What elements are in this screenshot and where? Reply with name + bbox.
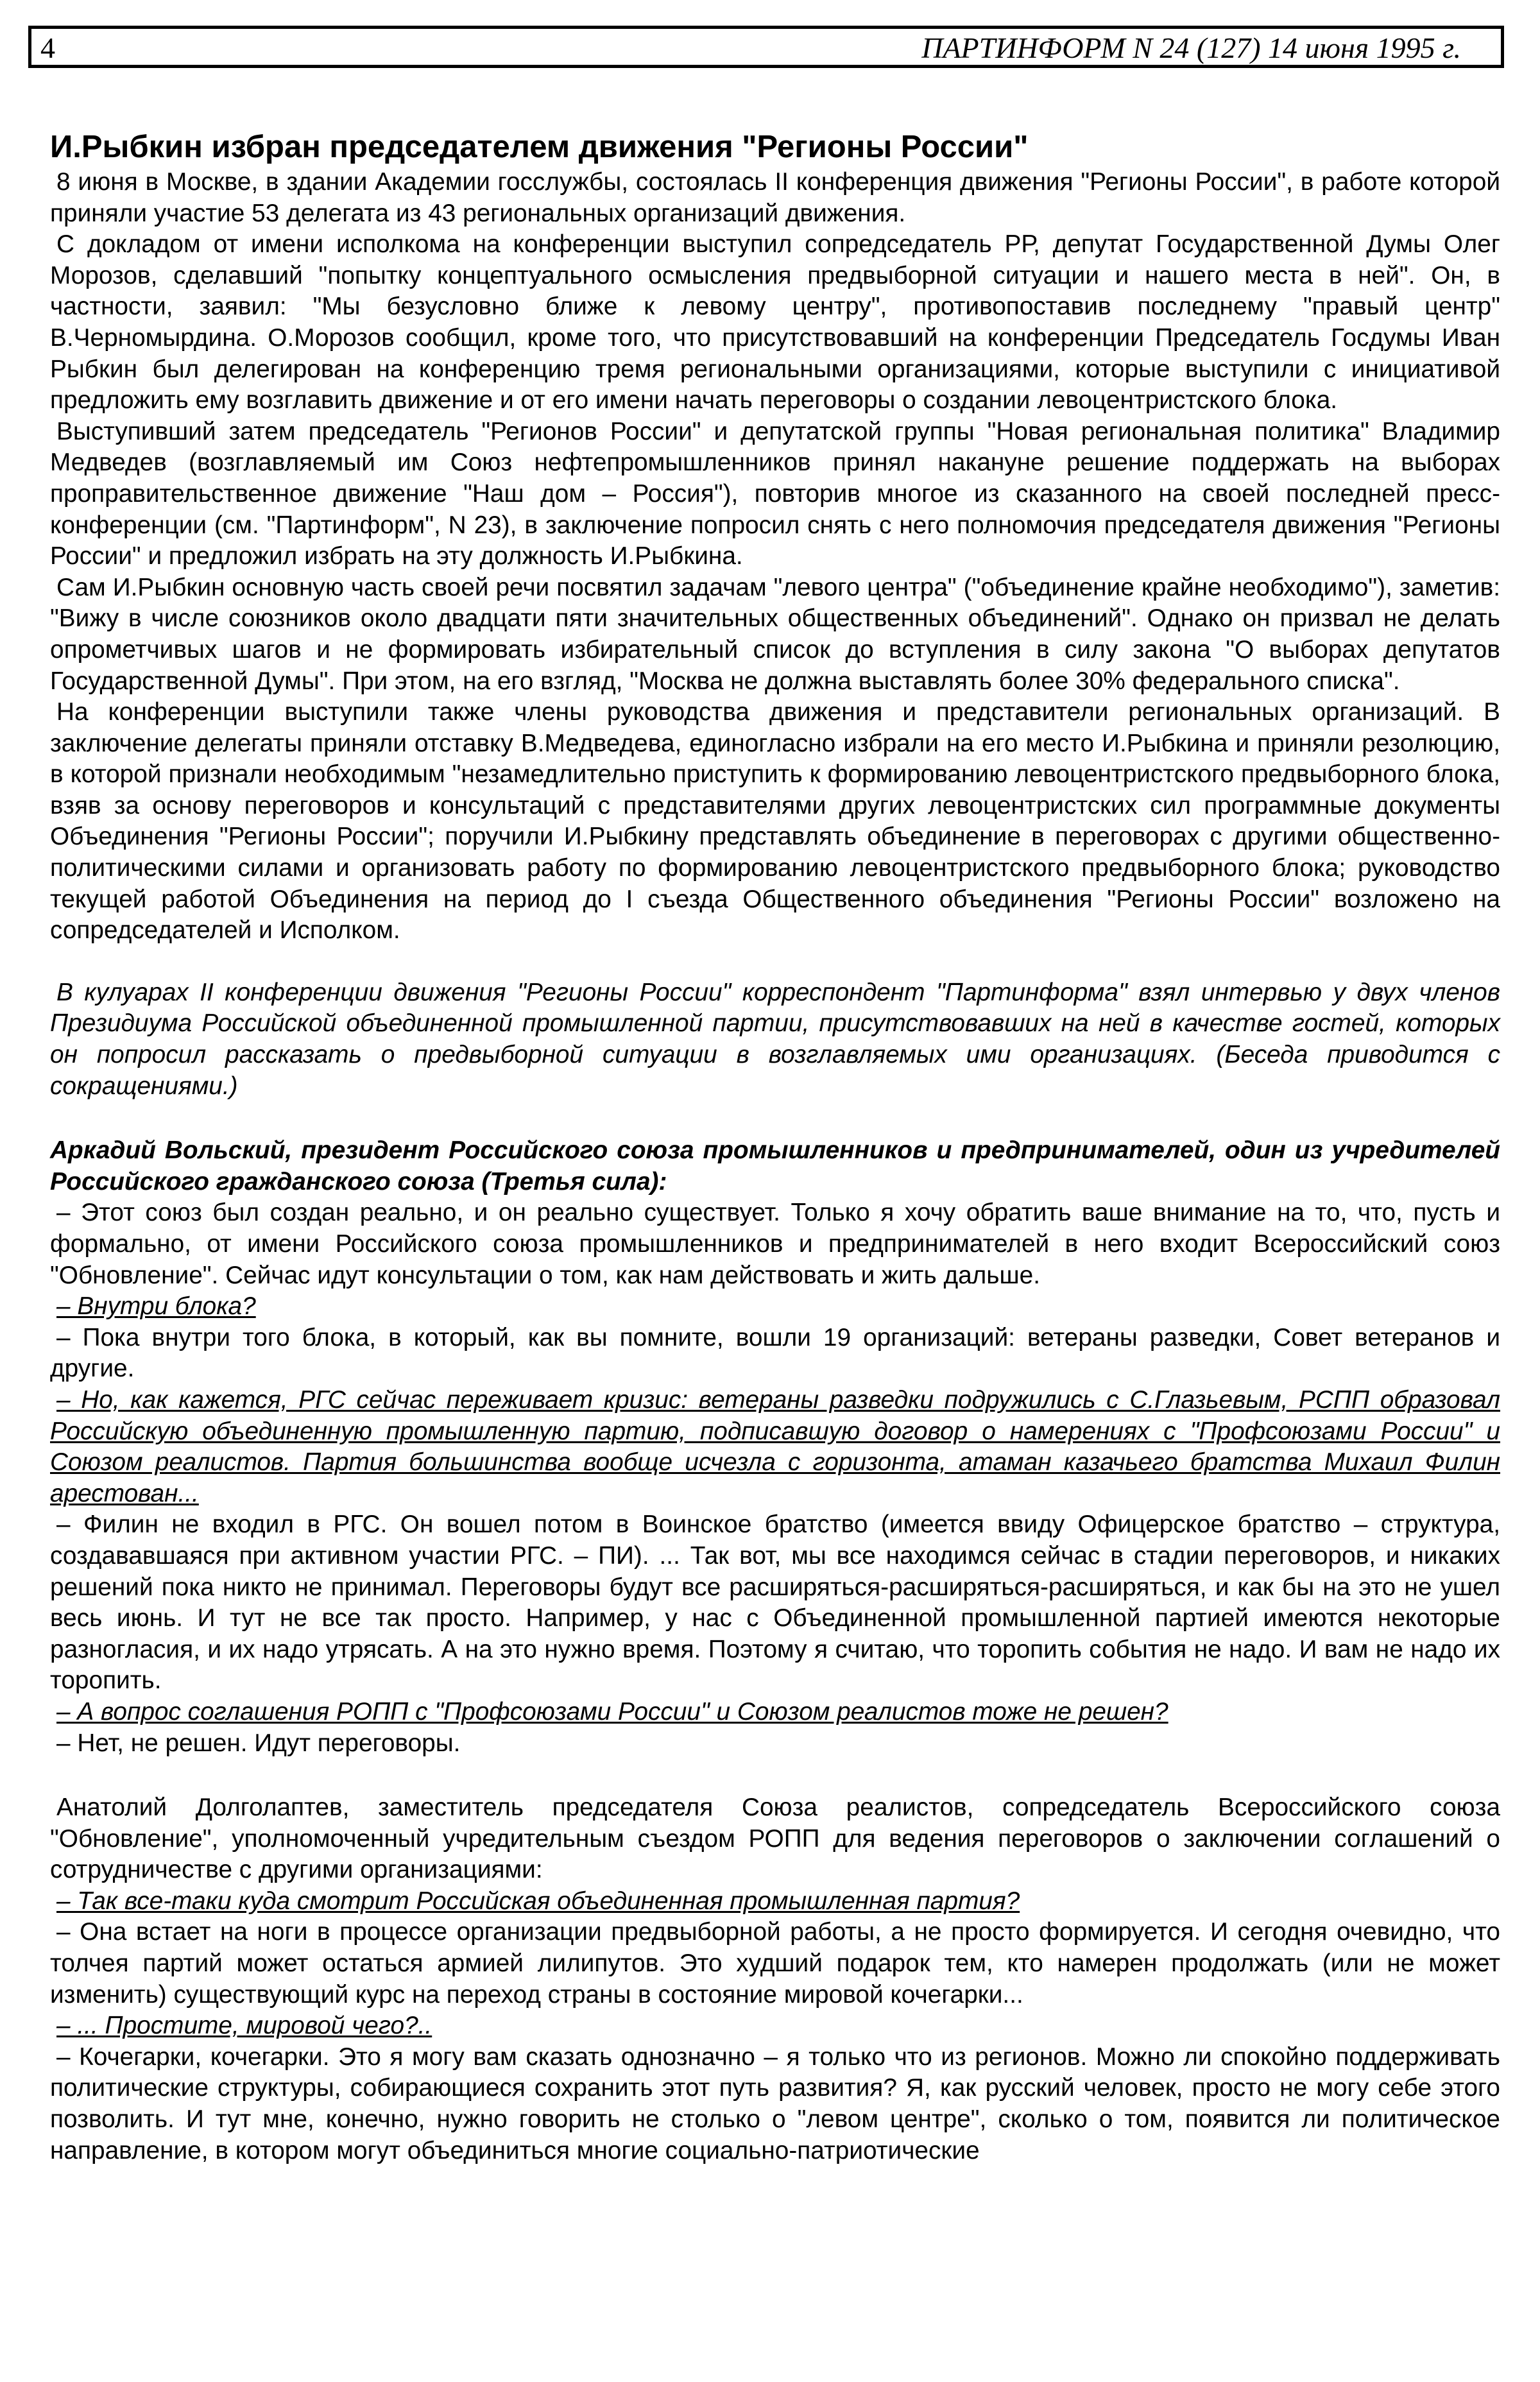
- question-text: – А вопрос соглашения РОПП с "Профсоюзами России" и Союзом реалистов тоже не решен?: [56, 1697, 1168, 1726]
- interview-dolgolaptev: [50, 1792, 1500, 2166]
- article-paragraph: Сам И.Рыбкин основную часть своей речи посвятил задачам "левого центра" ("объединение крайне необходимо"), заметив: "Вижу в числе союзников около двадцати пяти значительных общественных объединений". Однако он призвал не делать опрометчивых шагов и не формировать избирательный список до вступления в силу закона "О выборах депутатов Государственной Думы". При этом, на его взгляд, "Москва не должна выставлять более 30% федерального списка".: [50, 573, 1500, 695]
- spacer: [50, 947, 1500, 977]
- page-header: [28, 26, 1504, 68]
- article-paragraph: На конференции выступили также члены руководства движения и представители региональных организаций. В заключение делегаты приняли отставку В.Медведева, единогласно избрали на его место И.Рыбкина и приняли резолюцию, в которой признали необходимым "незамедлительно приступить к формированию левоцентристского предвыборного блока, взяв за основу переговоров и консультаций с представителями других левоцентристских сил программные документы Объединения "Регионы России"; поручили И.Рыбкину представлять объединение в переговорах с другими общественно-политическими силами и организовать работу по формированию левоцентристского предвыборного блока; руководство текущей работой Объединения на период до I съезда Общественного объединения "Регионы России" возложено на сопредседателей и Исполком.: [50, 698, 1500, 945]
- question-text: – Но, как кажется, РГС сейчас переживает кризис: ветераны разведки подружились с С.Глазьевым, РСПП образовал Российскую объединенную промышленную партию, подписавшую договор о намерениях с "Профсоюзами России" и Союзом реалистов. Партия большинства вообще исчезла с горизонта, атаман казачьего братства Михаил Филин арестован...: [50, 1385, 1500, 1507]
- answer-paragraph: – Она встает на ноги в процессе организации предвыборной работы, а не просто формируется. И сегодня очевидно, что толчея партий может остаться армией лилипутов. Это худший подарок тем, кто намерен продолжать (или не может изменить) существующий курс на переход страны в состояние мировой кочегарки...: [50, 1918, 1500, 2009]
- interview-volsky: [50, 1135, 1500, 1759]
- question-text: – ... Простите, мировой чего?..: [56, 2012, 432, 2040]
- article-title: И.Рыбкин избран председателем движения "Регионы России": [50, 130, 1029, 164]
- answer-paragraph: – Кочегарки, кочегарки. Это я могу вам сказать однозначно – я только что из регионов. Можно ли спокойно поддерживать политические структуры, собирающиеся сохранить этот путь развития? Я, как русский человек, просто не могу себе этого позволить. И тут мне, конечно, нужно говорить не столько о "левом центре", сколько о том, появится ли политическое направление, в котором могут объединиться многие социально-патриотические: [50, 2043, 1500, 2164]
- spacer: [50, 1759, 1500, 1792]
- article-paragraph: С докладом от имени исполкома на конференции выступил сопредседатель РР, депутат Государственной Думы Олег Морозов, сделавший "попытку концептуального осмысления предвыборной ситуации и нашего места в ней". Он, в частности, заявил: "Мы безусловно ближе к левому центру", противопоставив последнему "правый центр" В.Черномырдина. О.Морозов сообщил, кроме того, что присутствовавший на конференции Председатель Госдумы Иван Рыбкин был делегирован на конференцию тремя региональными организациями, которые выступили с инициативой предложить ему возглавить движение и от его имени начать переговоры о создании левоцентристского блока.: [50, 230, 1500, 415]
- page-content: [50, 128, 1500, 2166]
- answer-paragraph: – Нет, не решен. Идут переговоры.: [56, 1729, 461, 1757]
- article-paragraph: 8 июня в Москве, в здании Академии госслужбы, состоялась II конференция движения "Регионы России", в работе которой приняли участие 53 делегата из 43 региональных организаций движения.: [50, 168, 1500, 227]
- speaker-heading: Аркадий Вольский, президент Российского союза промышленников и предпринимателей, один из учредителей Российского гражданского союза (Третья сила):: [50, 1136, 1500, 1195]
- spacer: [50, 1102, 1500, 1135]
- question-text: – Внутри блока?: [56, 1292, 256, 1321]
- question-text: – Так все-таки куда смотрит Российская объединенная промышленная партия?: [56, 1887, 1020, 1915]
- question-paragraph: [50, 1886, 1500, 1917]
- answer-paragraph: – Филин не входил в РГС. Он вошел потом в Воинское братство (имеется ввиду Офицерское братство – структура, создававшаяся при активном участии РГС. – ПИ). ... Так вот, мы все находимся сейчас в стадии переговоров, и никаких решений пока никто не принимал. Переговоры будут все расширяться-расширяться-расширяться, и как бы на это не ушел весь июнь. И тут не все так просто. Например, у нас с Объединенной промышленной партией имеются некоторые разногласия, и их надо утрясать. А на это нужно время. Поэтому я считаю, что торопить события не надо. И вам не надо их торопить.: [50, 1511, 1500, 1695]
- question-paragraph: [50, 1697, 1500, 1728]
- page-number: 4: [40, 31, 55, 64]
- publication-title: ПАРТИНФОРМ N 24 (127) 14 июня 1995 г.: [921, 31, 1461, 64]
- question-paragraph: [50, 2010, 1500, 2042]
- speaker-intro: Анатолий Долголаптев, заместитель председателя Союза реалистов, сопредседатель Всероссийского союза "Обновление", уполномоченный учредительным съездом РОПП для ведения переговоров о заключении соглашений о сотрудничестве с другими организациями:: [50, 1794, 1500, 1884]
- answer-paragraph: – Пока внутри того блока, в который, как вы помните, вошли 19 организаций: ветераны разведки, Совет ветеранов и другие.: [50, 1323, 1500, 1383]
- article-paragraph: Выступивший затем председатель "Регионов России" и депутатской группы "Новая региональная политика" Владимир Медведев (возглавляемый им Союз нефтепромышленников принял накануне решение поддержать на выборах проправительственное движение "Наш дом – Россия"), повторив многое из сказанного на своей последней пресс-конференции (см. "Партинформ", N 23), в заключение попросил снять с него полномочия председателя движения "Регионы России" и предложил избрать на эту должность И.Рыбкина.: [50, 417, 1500, 570]
- question-paragraph: [50, 1291, 1500, 1323]
- interview-intro: В кулуарах II конференции движения "Регионы России" корреспондент "Партинформа" взял интервью у двух членов Президиума Российской объединенной промышленной партии, присутствовавших на ней в качестве гостей, которых он попросил рассказать о предвыборной ситуации в возглавляемых ими организациях. (Беседа приводится с сокращениями.): [50, 978, 1500, 1100]
- question-paragraph: [50, 1385, 1500, 1509]
- answer-paragraph: – Этот союз был создан реально, и он реально существует. Только я хочу обратить ваше внимание на то, что, пусть и формально, от имени Российского союза промышленников и предпринимателей в него входит Всероссийский союз "Обновление". Сейчас идут консультации о том, как нам действовать и жить дальше.: [50, 1199, 1500, 1289]
